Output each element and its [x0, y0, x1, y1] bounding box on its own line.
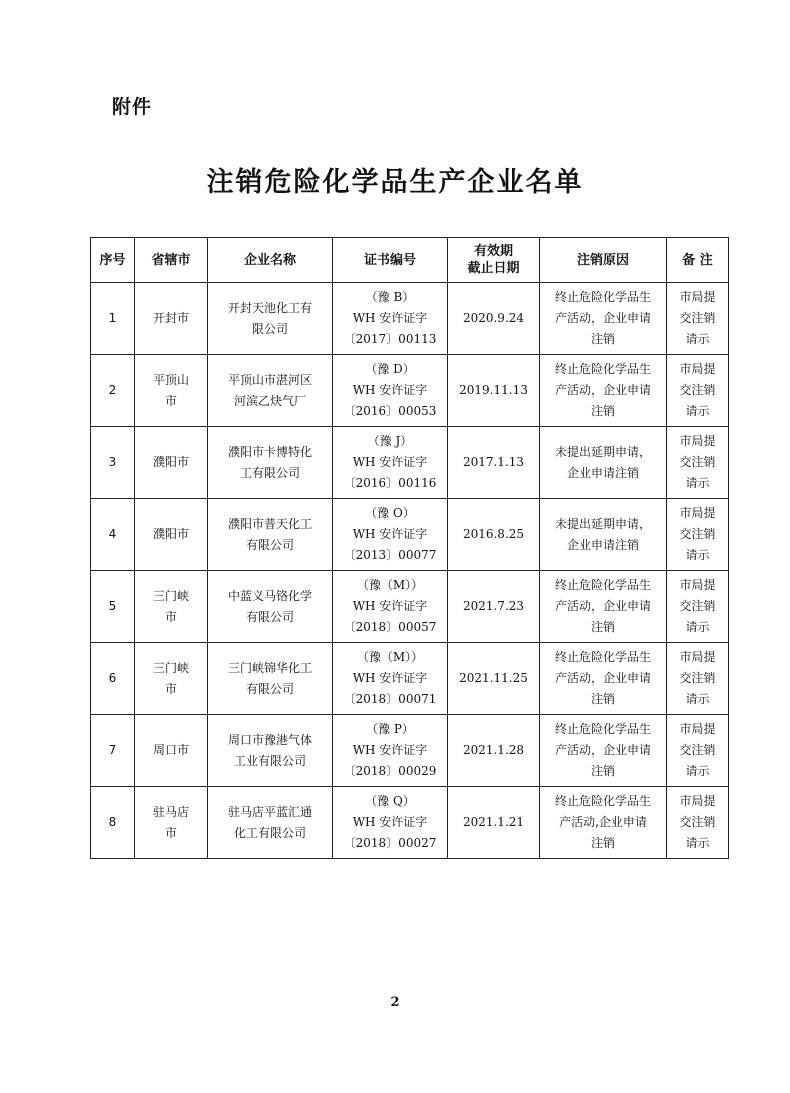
row-cert	[333, 715, 448, 787]
row-company-line: 有限公司	[245, 609, 294, 624]
row-city-line: 驻马店	[152, 804, 189, 819]
row-remark-line: 市局提	[679, 794, 716, 808]
row-company-line: 限公司	[251, 321, 288, 336]
row-remark-line: 请示	[685, 764, 710, 778]
row-company-line: 濮阳市普天化工	[227, 516, 312, 531]
row-reason-line: 产活动，企业申请	[554, 599, 651, 613]
row-remark	[667, 283, 729, 355]
row-remark-line: 交注销	[679, 815, 716, 829]
row-reason-line: 终止危险化学品生	[554, 650, 651, 664]
row-reason-line: 未提出延期申请，	[554, 516, 651, 531]
row-reason-line: 注销	[590, 620, 615, 634]
row-company-line: 三门峡锦华化工	[227, 660, 312, 675]
row-remark-line: 市局提	[679, 434, 716, 448]
row-remark-line: 市局提	[679, 290, 716, 304]
row-cert	[333, 643, 448, 715]
row-cert	[333, 427, 448, 499]
row-cert-line: 〔2016〕00116	[343, 476, 437, 490]
table-row	[91, 571, 729, 643]
row-reason-line: 企业申请注销	[566, 537, 639, 552]
row-cert-line: （豫（M））	[356, 650, 424, 664]
row-city-line: 三门峡	[152, 660, 189, 675]
row-index: 1	[91, 283, 135, 355]
row-cert-line: WH 安许证字	[352, 383, 428, 397]
table-row	[91, 427, 729, 499]
row-company-line: 工有限公司	[239, 465, 300, 480]
row-reason-line: 注销	[590, 692, 615, 706]
row-cert-line: （豫 B）	[365, 290, 415, 304]
row-remark	[667, 787, 729, 859]
row-date: 2021.11.25	[448, 643, 540, 715]
row-remark	[667, 355, 729, 427]
row-company	[208, 715, 333, 787]
row-reason-line: 终止危险化学品生	[554, 362, 651, 376]
table-row	[91, 787, 729, 859]
header-cert: 证书编号	[333, 238, 448, 283]
row-index: 6	[91, 643, 135, 715]
row-reason-line: 产活动，企业申请	[554, 311, 651, 325]
row-remark-line: 交注销	[679, 455, 716, 469]
row-city-line: 市	[164, 825, 177, 840]
row-city-line: 濮阳市	[152, 527, 189, 541]
row-reason-line: 产活动，企业申请	[554, 743, 651, 757]
header-company: 企业名称	[208, 238, 333, 283]
row-company-line: 中蓝义马铬化学	[227, 588, 312, 603]
row-remark-line: 交注销	[679, 311, 716, 325]
header-city: 省辖市	[135, 238, 208, 283]
header-reason: 注销原因	[540, 238, 667, 283]
row-company	[208, 355, 333, 427]
row-remark-line: 市局提	[679, 650, 716, 664]
header-index: 序号	[91, 238, 135, 283]
row-company-line: 有限公司	[245, 681, 294, 696]
row-cert-line: 〔2017〕00113	[343, 332, 437, 346]
deregistered-enterprise-table	[90, 237, 729, 859]
document-title: 注销危险化学品生产企业名单	[206, 167, 584, 198]
row-reason-line: 终止危险化学品生	[554, 290, 651, 304]
row-cert	[333, 571, 448, 643]
row-city	[135, 355, 208, 427]
row-company	[208, 283, 333, 355]
row-cert-line: WH 安许证字	[352, 815, 428, 829]
row-date: 2021.1.21	[448, 787, 540, 859]
row-remark-line: 交注销	[679, 743, 716, 757]
row-city-line: 开封市	[152, 311, 189, 325]
row-remark-line: 市局提	[679, 362, 716, 376]
row-remark	[667, 643, 729, 715]
row-index: 2	[91, 355, 135, 427]
row-company-line: 驻马店平蓝汇通	[227, 804, 312, 819]
row-reason	[540, 283, 667, 355]
row-city	[135, 571, 208, 643]
row-reason	[540, 355, 667, 427]
row-date: 2017.1.13	[448, 427, 540, 499]
table-row	[91, 643, 729, 715]
row-date: 2021.7.23	[448, 571, 540, 643]
row-company-line: 平顶山市湛河区	[227, 372, 312, 387]
row-remark	[667, 499, 729, 571]
attachment-label: 附件	[112, 96, 153, 118]
row-cert	[333, 787, 448, 859]
row-date: 2016.8.25	[448, 499, 540, 571]
header-expiry-line1: 有效期	[473, 244, 513, 259]
row-reason-line: 企业申请注销	[566, 465, 639, 480]
row-remark-line: 请示	[685, 692, 710, 706]
row-cert	[333, 283, 448, 355]
row-cert-line: WH 安许证字	[352, 599, 428, 613]
row-reason-line: 产活动，企业申请	[554, 671, 651, 685]
row-cert-line: WH 安许证字	[352, 311, 428, 325]
row-company-line: 河滨乙炔气厂	[233, 393, 306, 408]
page-number: 2	[390, 995, 400, 1010]
row-city	[135, 715, 208, 787]
row-city-line: 濮阳市	[152, 455, 189, 469]
table-header-row	[91, 238, 729, 283]
row-remark	[667, 571, 729, 643]
row-city	[135, 499, 208, 571]
row-date: 2019.11.13	[448, 355, 540, 427]
header-expiry	[448, 238, 540, 283]
row-cert-line: （豫 J）	[367, 434, 413, 448]
row-remark	[667, 715, 729, 787]
row-remark	[667, 427, 729, 499]
row-remark-line: 市局提	[679, 722, 716, 736]
row-reason	[540, 643, 667, 715]
row-remark-line: 交注销	[679, 599, 716, 613]
row-company	[208, 787, 333, 859]
row-cert-line: （豫 Q）	[365, 794, 415, 808]
header-expiry-line2: 截止日期	[467, 261, 520, 276]
row-cert	[333, 499, 448, 571]
row-cert-line: （豫 D）	[365, 362, 415, 376]
row-reason-line: 注销	[590, 404, 615, 418]
row-cert-line: 〔2018〕00027	[343, 836, 437, 850]
row-cert-line: WH 安许证字	[352, 671, 428, 685]
row-reason-line: 终止危险化学品生	[554, 722, 651, 736]
row-reason-line: 注销	[590, 764, 615, 778]
row-remark-line: 市局提	[679, 578, 716, 592]
row-index: 4	[91, 499, 135, 571]
row-company	[208, 571, 333, 643]
row-reason-line: 终止危险化学品生	[554, 578, 651, 592]
row-reason-line: 产活动,企业申请	[559, 815, 647, 829]
row-city-line: 市	[164, 681, 177, 696]
row-company-line: 工业有限公司	[233, 753, 306, 768]
row-company-line: 化工有限公司	[233, 825, 306, 840]
row-cert-line: WH 安许证字	[352, 527, 428, 541]
row-city-line: 三门峡	[152, 588, 189, 603]
row-cert-line: （豫（M））	[356, 578, 424, 592]
row-remark-line: 请示	[685, 476, 710, 490]
row-city	[135, 427, 208, 499]
table-row	[91, 355, 729, 427]
row-city-line: 平顶山	[152, 372, 189, 387]
row-remark-line: 交注销	[679, 383, 716, 397]
row-date: 2020.9.24	[448, 283, 540, 355]
row-date: 2021.1.28	[448, 715, 540, 787]
row-cert-line: 〔2018〕00029	[343, 764, 437, 778]
row-city-line: 市	[164, 609, 177, 624]
row-cert	[333, 355, 448, 427]
row-reason	[540, 571, 667, 643]
row-company-line: 开封天池化工有	[227, 300, 312, 315]
row-remark-line: 请示	[685, 620, 710, 634]
row-company-line: 周口市豫港气体	[227, 732, 312, 747]
row-remark-line: 请示	[685, 548, 710, 562]
row-cert-line: 〔2018〕00071	[343, 692, 437, 706]
row-reason-line: 终止危险化学品生	[554, 794, 651, 808]
row-index: 7	[91, 715, 135, 787]
row-remark-line: 请示	[685, 404, 710, 418]
row-reason-line: 产活动，企业申请	[554, 383, 651, 397]
row-company-line: 有限公司	[245, 537, 294, 552]
row-company	[208, 499, 333, 571]
row-company-line: 濮阳市卡博特化	[227, 444, 312, 459]
row-index: 8	[91, 787, 135, 859]
row-cert-line: WH 安许证字	[352, 743, 428, 757]
table-body	[91, 283, 729, 859]
row-remark-line: 请示	[685, 332, 710, 346]
row-reason	[540, 787, 667, 859]
row-company	[208, 427, 333, 499]
row-remark-line: 交注销	[679, 527, 716, 541]
header-remark: 备 注	[667, 238, 729, 283]
row-reason	[540, 715, 667, 787]
row-city	[135, 787, 208, 859]
table-row	[91, 715, 729, 787]
row-reason-line: 注销	[590, 332, 615, 346]
row-city	[135, 283, 208, 355]
table-row	[91, 499, 729, 571]
row-index: 3	[91, 427, 135, 499]
row-remark-line: 市局提	[679, 506, 716, 520]
row-reason	[540, 499, 667, 571]
row-reason-line: 注销	[590, 836, 615, 850]
row-city-line: 周口市	[152, 743, 189, 757]
row-cert-line: 〔2016〕00053	[343, 404, 437, 418]
row-reason-line: 未提出延期申请，	[554, 444, 651, 459]
table-row	[91, 283, 729, 355]
row-cert-line: 〔2018〕00057	[343, 620, 437, 634]
row-cert-line: 〔2013〕00077	[343, 548, 437, 562]
row-remark-line: 请示	[685, 836, 710, 850]
row-reason	[540, 427, 667, 499]
row-city	[135, 643, 208, 715]
row-company	[208, 643, 333, 715]
row-cert-line: （豫 O）	[365, 506, 415, 520]
row-cert-line: WH 安许证字	[352, 455, 428, 469]
row-city-line: 市	[164, 393, 177, 408]
row-index: 5	[91, 571, 135, 643]
row-remark-line: 交注销	[679, 671, 716, 685]
row-cert-line: （豫 P）	[366, 722, 414, 736]
